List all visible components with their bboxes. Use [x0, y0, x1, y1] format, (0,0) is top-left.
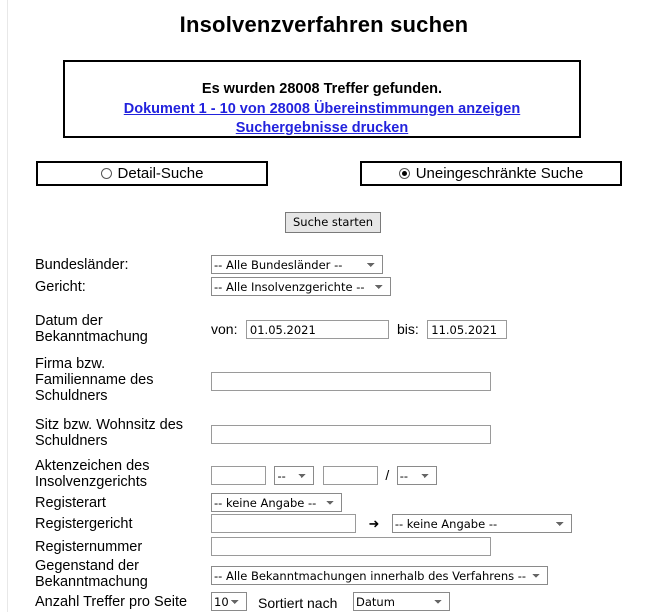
- aktenzeichen-separator: /: [385, 467, 390, 484]
- ctrl-sitz: [211, 425, 491, 444]
- input-datum-von[interactable]: [246, 320, 389, 339]
- ctrl-sortiert-nach: [353, 592, 450, 611]
- label-firma-line3: Schuldners: [35, 388, 108, 404]
- label-datum-line2: Bekanntmachung: [35, 329, 148, 345]
- ctrl-treffer-pro-seite: [211, 592, 247, 611]
- label-sitz-line1: Sitz bzw. Wohnsitz des: [35, 417, 184, 433]
- input-registernummer[interactable]: [211, 537, 491, 556]
- ctrl-bundeslaender: [211, 255, 383, 274]
- label-gericht: Gericht:: [35, 279, 86, 295]
- ctrl-registerart: [211, 493, 342, 512]
- select-aktenzeichen-2[interactable]: [397, 466, 437, 485]
- label-gegenstand-line2: Bekanntmachung: [35, 574, 148, 590]
- start-search-button[interactable]: Suche starten: [285, 212, 381, 233]
- label-aktenzeichen-line2: Insolvenzgerichts: [35, 474, 148, 490]
- label-firma-line1: Firma bzw.: [35, 356, 106, 372]
- label-von: von:: [211, 321, 238, 338]
- radio-uneingeschraenkte-suche[interactable]: [399, 168, 410, 179]
- select-bundeslaender[interactable]: [211, 255, 383, 274]
- show-documents-link[interactable]: Dokument 1 - 10 von 28008 Übereinstimmungen anzeigen: [123, 101, 521, 117]
- ctrl-gegenstand: [211, 566, 548, 585]
- select-registergericht[interactable]: [392, 514, 572, 533]
- mode-detail-label: Detail-Suche: [117, 165, 204, 182]
- label-treffer-pro-seite: Anzahl Treffer pro Seite: [35, 594, 188, 610]
- label-bis: bis:: [397, 321, 419, 338]
- input-sitz-wohnsitz[interactable]: [211, 425, 491, 444]
- select-gericht[interactable]: [211, 277, 391, 296]
- ctrl-datum-von: [211, 320, 389, 339]
- label-bundeslaender: Bundesländer:: [35, 257, 129, 273]
- input-registergericht[interactable]: [211, 514, 356, 533]
- label-registerart: Registerart: [35, 495, 106, 511]
- input-datum-bis[interactable]: [427, 320, 507, 339]
- label-datum-line1: Datum der: [35, 313, 103, 329]
- select-registerart[interactable]: [211, 493, 342, 512]
- select-treffer-pro-seite[interactable]: [211, 592, 247, 611]
- label-gegenstand-line1: Gegenstand der: [35, 558, 139, 574]
- label-sortiert-nach: Sortiert nach: [258, 594, 338, 611]
- input-firma-familienname[interactable]: [211, 372, 491, 391]
- ctrl-firma: [211, 372, 491, 391]
- ctrl-registergericht: [211, 514, 572, 533]
- mode-unlimited-label: Uneingeschränkte Suche: [415, 165, 584, 182]
- input-aktenzeichen-1[interactable]: [211, 466, 266, 485]
- mode-uneingeschraenkte-suche[interactable]: [360, 161, 622, 186]
- label-registernummer: Registernummer: [35, 539, 143, 555]
- ctrl-aktenzeichen: [211, 466, 437, 485]
- select-gegenstand[interactable]: [211, 566, 548, 585]
- arrow-right-icon: ➜: [368, 515, 380, 531]
- radio-detail-suche[interactable]: [101, 168, 112, 179]
- select-sortiert-nach[interactable]: [353, 592, 450, 611]
- page-container: [7, 0, 647, 612]
- mode-detail-suche[interactable]: [36, 161, 268, 186]
- ctrl-datum-bis: [397, 320, 507, 339]
- label-aktenzeichen-line1: Aktenzeichen des: [35, 458, 150, 474]
- input-aktenzeichen-2[interactable]: [323, 466, 378, 485]
- label-sortiert-nach-wrap: [258, 594, 337, 612]
- result-count-text: Es wurden 28008 Treffer gefunden.: [201, 81, 443, 97]
- print-results-link[interactable]: Suchergebnisse drucken: [235, 120, 409, 136]
- result-summary-box: [63, 60, 581, 138]
- label-sitz-line2: Schuldners: [35, 433, 108, 449]
- label-registergericht: Registergericht: [35, 516, 133, 532]
- ctrl-gericht: [211, 277, 391, 296]
- ctrl-registernummer: [211, 537, 491, 556]
- page-title: Insolvenzverfahren suchen: [179, 12, 469, 37]
- select-aktenzeichen-1[interactable]: [274, 466, 314, 485]
- label-firma-line2: Familienname des: [35, 372, 154, 388]
